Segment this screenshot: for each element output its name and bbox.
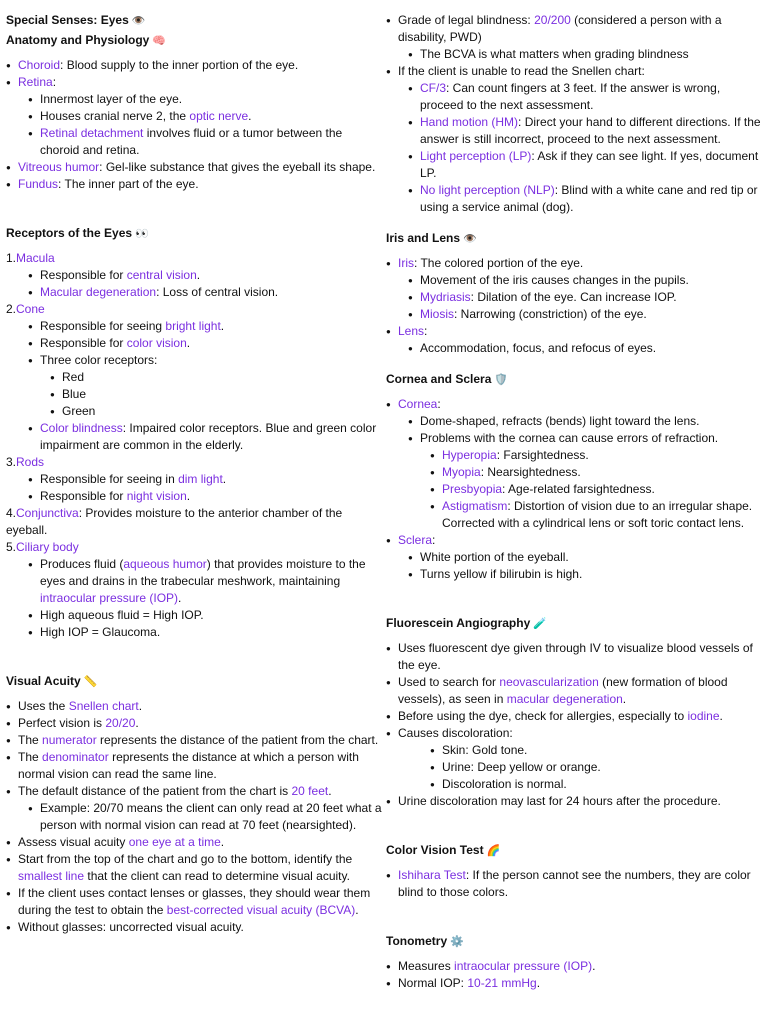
list-item-text: 5. xyxy=(6,540,17,554)
list-item xyxy=(6,919,384,936)
highlighted-term: bright light xyxy=(165,319,221,333)
list-item-text: : xyxy=(52,75,57,89)
list-item xyxy=(6,488,384,505)
list-item-text: Accommodation, focus, and refocus of eyes. xyxy=(420,341,657,355)
list-item xyxy=(6,800,384,834)
list-item-text: . xyxy=(135,716,139,730)
list-item xyxy=(6,159,384,176)
list-item-text: Without glasses: uncorrected visual acuity. xyxy=(18,920,244,934)
list-item xyxy=(6,267,384,284)
spacer xyxy=(386,951,762,958)
right-column xyxy=(386,12,762,992)
spacer xyxy=(386,357,762,371)
list-item xyxy=(6,698,384,715)
list-item-text: : Nearsightedness. xyxy=(480,465,581,479)
list-item-text: involves fluid or a tumor between the choroid and retina. xyxy=(40,126,343,157)
list-item-text: : Loss of central vision. xyxy=(156,285,279,299)
list-item-text: Responsible for seeing xyxy=(40,319,166,333)
list-item xyxy=(6,250,384,267)
list-item xyxy=(386,255,762,272)
list-item-text: Blue xyxy=(62,387,87,401)
list-item-text: . xyxy=(138,699,143,713)
list-item xyxy=(6,108,384,125)
list-item-text: (new formation of blood vessels), as seen in xyxy=(398,675,728,706)
section-heading-text: Special Senses: Eyes xyxy=(6,13,129,27)
section-heading xyxy=(6,673,384,691)
list-item-text: : Provides moisture to the anterior chamber of the eyeball. xyxy=(6,506,343,537)
list-item xyxy=(386,640,762,674)
highlighted-term: Cone xyxy=(16,302,45,316)
list-item-text: Grade of legal blindness: xyxy=(398,13,535,27)
highlighted-term: one eye at a time xyxy=(128,835,221,849)
list-item-text: represents the distance of the patient from the chart. xyxy=(96,733,379,747)
list-item xyxy=(6,91,384,108)
list-item-text: Movement of the iris causes changes in the pupils. xyxy=(420,273,689,287)
list-item-text: that the client can read to determine visual acuity. xyxy=(84,869,350,883)
spacer xyxy=(386,810,762,842)
list-item xyxy=(6,403,384,420)
list-item xyxy=(6,505,384,539)
list-item-text: . xyxy=(355,903,359,917)
list-item-text: Discoloration is normal. xyxy=(442,777,567,791)
list-item-text: : Farsightedness. xyxy=(496,448,589,462)
highlighted-term: best-corrected visual acuity (BCVA) xyxy=(166,903,356,917)
left-column xyxy=(6,12,384,936)
spacer xyxy=(386,633,762,640)
list-item-text: Normal IOP: xyxy=(398,976,468,990)
section-heading xyxy=(6,225,384,243)
spacer xyxy=(386,216,762,230)
list-item-text: Three color receptors: xyxy=(40,353,158,367)
highlighted-term: Myopia xyxy=(442,465,481,479)
list-item-text: Uses the xyxy=(18,699,69,713)
list-item-text: Urine discoloration may last for 24 hours after the procedure. xyxy=(398,794,721,808)
highlighted-term: numerator xyxy=(42,733,97,747)
gear-icon: ⚙️ xyxy=(450,936,464,948)
list-item-text: If the client is unable to read the Snellen chart: xyxy=(398,64,645,78)
highlighted-term: smallest line xyxy=(18,869,85,883)
list-item-text: Before using the dye, check for allergies, especially to xyxy=(398,709,688,723)
highlighted-term: 20/20 xyxy=(105,716,136,730)
section-heading xyxy=(386,933,762,951)
list-item xyxy=(6,335,384,352)
list-item-text: : Ask if they can see light. If yes, document LP. xyxy=(420,149,759,180)
list-item-text: : If the person cannot see the numbers, they are color blind to those colors. xyxy=(398,868,751,899)
list-item xyxy=(6,783,384,800)
highlighted-term: central vision xyxy=(126,268,197,282)
list-item xyxy=(386,481,762,498)
list-item-text: The BCVA is what matters when grading blindness xyxy=(420,47,689,61)
list-item xyxy=(386,323,762,340)
section-heading xyxy=(6,32,384,50)
list-item-text: : Dilation of the eye. Can increase IOP. xyxy=(470,290,677,304)
list-item-text: . xyxy=(222,472,227,486)
list-item-text: Urine: Deep yellow or orange. xyxy=(442,760,601,774)
list-item-text: Responsible for xyxy=(40,489,127,503)
list-item-text: : Distortion of vision due to an irregular shape. Corrected with a cylindrical lens or soft toric contact lens. xyxy=(442,499,753,530)
highlighted-term: 10-21 mmHg xyxy=(467,976,537,990)
list-item xyxy=(386,742,762,759)
list-item xyxy=(386,725,762,742)
list-item-text: 1. xyxy=(6,251,17,265)
list-item-text: . xyxy=(186,489,191,503)
list-item xyxy=(386,549,762,566)
list-item-text: : xyxy=(424,324,428,338)
list-item-text: . xyxy=(536,976,541,990)
section-heading xyxy=(386,230,762,248)
highlighted-term: Macular degeneration xyxy=(40,285,157,299)
highlighted-term: Astigmatism xyxy=(442,499,508,513)
list-item xyxy=(6,125,384,159)
list-item-text: Produces fluid ( xyxy=(40,557,124,571)
list-item-text: . xyxy=(622,692,627,706)
list-item xyxy=(386,63,762,80)
section-heading xyxy=(6,12,384,30)
highlighted-term: Ishihara Test xyxy=(398,868,466,882)
highlighted-term: Vitreous humor xyxy=(18,160,100,174)
section-heading xyxy=(386,371,762,389)
list-item-text: 4. xyxy=(6,506,17,520)
list-item xyxy=(6,386,384,403)
list-item xyxy=(6,539,384,556)
list-item xyxy=(386,12,762,46)
highlighted-term: Presbyopia xyxy=(442,482,503,496)
list-item-text: Skin: Gold tone. xyxy=(442,743,528,757)
list-item-text: . xyxy=(220,319,225,333)
list-item xyxy=(6,57,384,74)
list-item xyxy=(386,958,762,975)
spacer xyxy=(6,641,384,673)
list-item xyxy=(6,556,384,607)
list-item-text: The xyxy=(18,733,43,747)
list-item xyxy=(6,454,384,471)
list-item xyxy=(6,301,384,318)
list-item-text: High IOP = Glaucoma. xyxy=(40,625,161,639)
list-item xyxy=(6,732,384,749)
list-item xyxy=(6,624,384,641)
list-item-text: Assess visual acuity xyxy=(18,835,129,849)
list-item-text: Houses cranial nerve 2, the xyxy=(40,109,190,123)
highlighted-term: Fundus xyxy=(18,177,59,191)
list-item-text: : Narrowing (constriction) of the eye. xyxy=(454,307,647,321)
highlighted-term: Mydriasis xyxy=(420,290,471,304)
section-heading-text: Anatomy and Physiology xyxy=(6,33,150,47)
list-item-text: : xyxy=(432,533,436,547)
highlighted-term: denominator xyxy=(42,750,109,764)
list-item-text: : Direct your hand to different directions. If the answer is still incorrect, proceed to the next assessment. xyxy=(420,115,761,146)
list-item-text: Start from the top of the chart and go to the bottom, identify the xyxy=(18,852,353,866)
list-item-text: : Can count fingers at 3 feet. If the answer is wrong, proceed to the next assessment. xyxy=(420,81,721,112)
list-item-text: Red xyxy=(62,370,85,384)
eye-icon: 👁️ xyxy=(131,15,146,27)
list-item xyxy=(386,306,762,323)
section-heading-text: Color Vision Test xyxy=(386,843,484,857)
list-item-text: Causes discoloration: xyxy=(398,726,513,740)
list-item xyxy=(386,148,762,182)
list-item xyxy=(386,430,762,447)
highlighted-term: Conjunctiva xyxy=(16,506,79,520)
list-item-text: ) that provides moisture to the eyes and drains in the trabecular meshwork, maintaining xyxy=(40,557,366,588)
list-item xyxy=(386,793,762,810)
rainbow-icon: 🌈 xyxy=(486,845,501,857)
list-item xyxy=(6,369,384,386)
list-item xyxy=(6,715,384,732)
list-item-text: : xyxy=(437,397,441,411)
section-heading-text: Fluorescein Angiography xyxy=(386,616,531,630)
list-item-text: Perfect vision is xyxy=(18,716,106,730)
highlighted-term: macular degeneration xyxy=(506,692,623,706)
highlighted-term: Rods xyxy=(16,455,45,469)
list-item xyxy=(6,284,384,301)
highlighted-term: Cornea xyxy=(398,397,438,411)
highlighted-term: Miosis xyxy=(420,307,455,321)
list-item-text: Green xyxy=(62,404,96,418)
highlighted-term: Lens xyxy=(398,324,425,338)
list-item xyxy=(386,566,762,583)
list-item-text: . xyxy=(248,109,252,123)
spacer xyxy=(6,193,384,225)
highlighted-term: intraocular pressure (IOP) xyxy=(454,959,593,973)
list-item-text: . xyxy=(592,959,596,973)
highlighted-term: Light perception (LP) xyxy=(420,149,532,163)
section-heading-text: Cornea and Sclera xyxy=(386,372,492,386)
list-item xyxy=(6,74,384,91)
list-item xyxy=(6,352,384,369)
highlighted-term: Retinal detachment xyxy=(40,126,144,140)
list-item xyxy=(386,413,762,430)
highlighted-term: Iris xyxy=(398,256,414,270)
section-heading-text: Visual Acuity xyxy=(6,674,81,688)
highlighted-term: neovascularization xyxy=(499,675,599,689)
highlighted-term: 20/200 xyxy=(534,13,571,27)
list-item-text: Example: 20/70 means the client can only read at 20 feet what a person with normal vision can read at 70 feet (nearsighted). xyxy=(40,801,382,832)
list-item-text: (considered a person with a disability, PWD) xyxy=(398,13,722,44)
section-heading xyxy=(386,615,762,633)
list-item-text: Turns yellow if bilirubin is high. xyxy=(420,567,583,581)
list-item-text: : The inner part of the eye. xyxy=(58,177,199,191)
list-item-text: Uses fluorescent dye given through IV to visualize blood vessels of the eye. xyxy=(398,641,753,672)
list-item-text: Responsible for seeing in xyxy=(40,472,179,486)
list-item xyxy=(386,776,762,793)
spacer xyxy=(386,860,762,867)
spacer xyxy=(386,248,762,255)
list-item-text: . xyxy=(328,784,332,798)
spacer xyxy=(386,389,762,396)
spacer xyxy=(6,243,384,250)
list-item xyxy=(6,176,384,193)
brain-icon: 🧠 xyxy=(152,35,167,47)
eyes-icon: 👀 xyxy=(135,228,149,240)
highlighted-term: Ciliary body xyxy=(16,540,79,554)
list-item-text: White portion of the eyeball. xyxy=(420,550,569,564)
list-item-text: Innermost layer of the eye. xyxy=(40,92,183,106)
list-item xyxy=(386,674,762,708)
section-heading-text: Tonometry xyxy=(386,934,448,948)
list-item-text: : Age-related farsightedness. xyxy=(502,482,655,496)
list-item xyxy=(6,471,384,488)
list-item xyxy=(386,447,762,464)
highlighted-term: Choroid xyxy=(18,58,61,72)
list-item-text: High aqueous fluid = High IOP. xyxy=(40,608,204,622)
test-tube-icon: 🧪 xyxy=(533,618,547,630)
list-item xyxy=(386,867,762,901)
highlighted-term: No light perception (NLP) xyxy=(420,183,555,197)
highlighted-term: intraocular pressure (IOP) xyxy=(40,591,179,605)
list-item-text: The xyxy=(18,750,43,764)
list-item xyxy=(6,834,384,851)
list-item-text: If the client uses contact lenses or glasses, they should wear them during the test to obtain the xyxy=(18,886,371,917)
list-item-text: Responsible for xyxy=(40,268,127,282)
list-item-text: : Impaired color receptors. Blue and green color impairment are common in the elderly. xyxy=(40,421,377,452)
list-item xyxy=(386,340,762,357)
list-item xyxy=(386,289,762,306)
list-item xyxy=(6,318,384,335)
list-item xyxy=(386,975,762,992)
list-item xyxy=(386,759,762,776)
list-item-text: Measures xyxy=(398,959,455,973)
highlighted-term: Snellen chart xyxy=(68,699,139,713)
list-item-text: . xyxy=(178,591,182,605)
list-item-text: Responsible for xyxy=(40,336,127,350)
highlighted-term: Macula xyxy=(16,251,55,265)
list-item-text: Problems with the cornea can cause errors of refraction. xyxy=(420,431,719,445)
list-item xyxy=(6,749,384,783)
spacer xyxy=(6,50,384,57)
list-item-text: . xyxy=(220,835,225,849)
list-item-text: 2. xyxy=(6,302,17,316)
list-item-text: : Blood supply to the inner portion of the eye. xyxy=(60,58,299,72)
list-item-text: : The colored portion of the eye. xyxy=(414,256,584,270)
list-item-text: . xyxy=(719,709,723,723)
highlighted-term: iodine xyxy=(687,709,720,723)
list-item xyxy=(386,114,762,148)
list-item xyxy=(6,420,384,454)
highlighted-term: Hyperopia xyxy=(442,448,497,462)
highlighted-term: aqueous humor xyxy=(123,557,207,571)
highlighted-term: color vision xyxy=(126,336,187,350)
list-item xyxy=(386,182,762,216)
list-item xyxy=(6,851,384,885)
list-item-text: 3. xyxy=(6,455,17,469)
list-item xyxy=(386,532,762,549)
highlighted-term: Hand motion (HM) xyxy=(420,115,519,129)
eye-icon: 👁️ xyxy=(463,233,477,245)
list-item-text: represents the distance at which a person with normal vision can read the same line. xyxy=(18,750,359,781)
list-item-text: : Blind with a white cane and red tip or using a service animal (dog). xyxy=(420,183,758,214)
list-item-text: The default distance of the patient from the chart is xyxy=(18,784,292,798)
ruler-icon: 📏 xyxy=(83,676,98,688)
list-item xyxy=(386,80,762,114)
section-heading xyxy=(386,842,762,860)
list-item xyxy=(386,272,762,289)
highlighted-term: Color blindness xyxy=(40,421,123,435)
highlighted-term: optic nerve xyxy=(189,109,249,123)
list-item-text: : Gel-like substance that gives the eyeball its shape. xyxy=(99,160,376,174)
highlighted-term: 20 feet xyxy=(291,784,329,798)
spacer xyxy=(386,901,762,933)
list-item xyxy=(386,46,762,63)
section-heading-text: Iris and Lens xyxy=(386,231,461,245)
spacer xyxy=(386,583,762,615)
shield-icon: 🛡️ xyxy=(494,374,509,386)
list-item-text: . xyxy=(186,336,191,350)
highlighted-term: Retina xyxy=(18,75,53,89)
list-item xyxy=(386,396,762,413)
highlighted-term: CF/3 xyxy=(420,81,447,95)
section-heading-text: Receptors of the Eyes xyxy=(6,226,133,240)
list-item xyxy=(386,498,762,532)
list-item-text: Used to search for xyxy=(398,675,500,689)
list-item xyxy=(6,607,384,624)
list-item xyxy=(6,885,384,919)
highlighted-term: night vision xyxy=(126,489,187,503)
list-item xyxy=(386,464,762,481)
spacer xyxy=(6,691,384,698)
highlighted-term: Sclera xyxy=(398,533,433,547)
list-item-text: Dome-shaped, refracts (bends) light toward the lens. xyxy=(420,414,700,428)
list-item-text: . xyxy=(196,268,201,282)
list-item xyxy=(386,708,762,725)
highlighted-term: dim light xyxy=(178,472,223,486)
